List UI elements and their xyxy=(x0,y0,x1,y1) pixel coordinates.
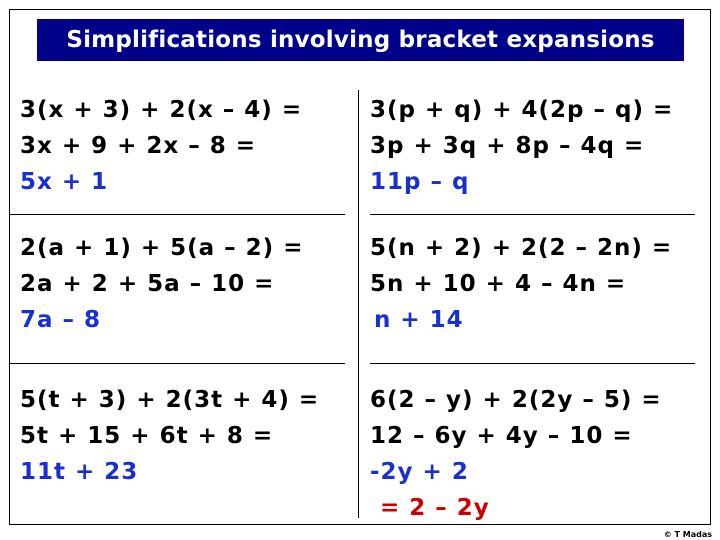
page-title: Simplifications involving bracket expansions xyxy=(37,19,684,61)
problem-1-answer: 5x + 1 xyxy=(20,169,109,195)
row-divider xyxy=(370,363,695,364)
problem-1-line-1: 3(x + 3) + 2(x – 4) = xyxy=(20,97,303,123)
problem-1-line-2: 3x + 9 + 2x – 8 = xyxy=(20,133,257,159)
problem-2-answer: 11p – q xyxy=(370,169,470,195)
problem-6 xyxy=(370,382,662,526)
problem-4-line-2: 5n + 10 + 4 – 4n = xyxy=(370,271,627,297)
problem-4 xyxy=(370,230,672,338)
problem-3-line-2: 2a + 2 + 5a – 10 = xyxy=(20,271,275,297)
problem-3-line-1: 2(a + 1) + 5(a – 2) = xyxy=(20,235,304,261)
problem-2 xyxy=(370,92,673,200)
problem-5-line-1: 5(t + 3) + 2(3t + 4) = xyxy=(20,387,320,413)
problem-4-line-1: 5(n + 2) + 2(2 – 2n) = xyxy=(370,235,673,261)
row-divider xyxy=(370,214,695,215)
problem-5-line-2: 5t + 15 + 6t + 8 = xyxy=(20,423,274,449)
row-divider xyxy=(10,363,345,364)
problem-2-line-2: 3p + 3q + 8p – 4q = xyxy=(370,133,645,159)
copyright-credit: © T Madas xyxy=(663,530,712,539)
problem-3 xyxy=(20,230,303,338)
row-divider xyxy=(10,214,345,215)
problem-6-answer: -2y + 2 xyxy=(370,459,469,485)
problem-6-line-2: 12 – 6y + 4y – 10 = xyxy=(370,423,633,449)
problem-3-answer: 7a – 8 xyxy=(20,307,102,333)
problem-5 xyxy=(20,382,319,490)
problem-6-line-1: 6(2 – y) + 2(2y – 5) = xyxy=(370,387,662,413)
problem-5-answer: 11t + 23 xyxy=(20,459,139,485)
problem-6-final-answer: = 2 – 2y xyxy=(380,495,490,521)
problem-1 xyxy=(20,92,302,200)
problem-4-answer: n + 14 xyxy=(374,307,464,333)
problem-2-line-1: 3(p + q) + 4(2p – q) = xyxy=(370,97,674,123)
column-divider xyxy=(358,90,359,518)
